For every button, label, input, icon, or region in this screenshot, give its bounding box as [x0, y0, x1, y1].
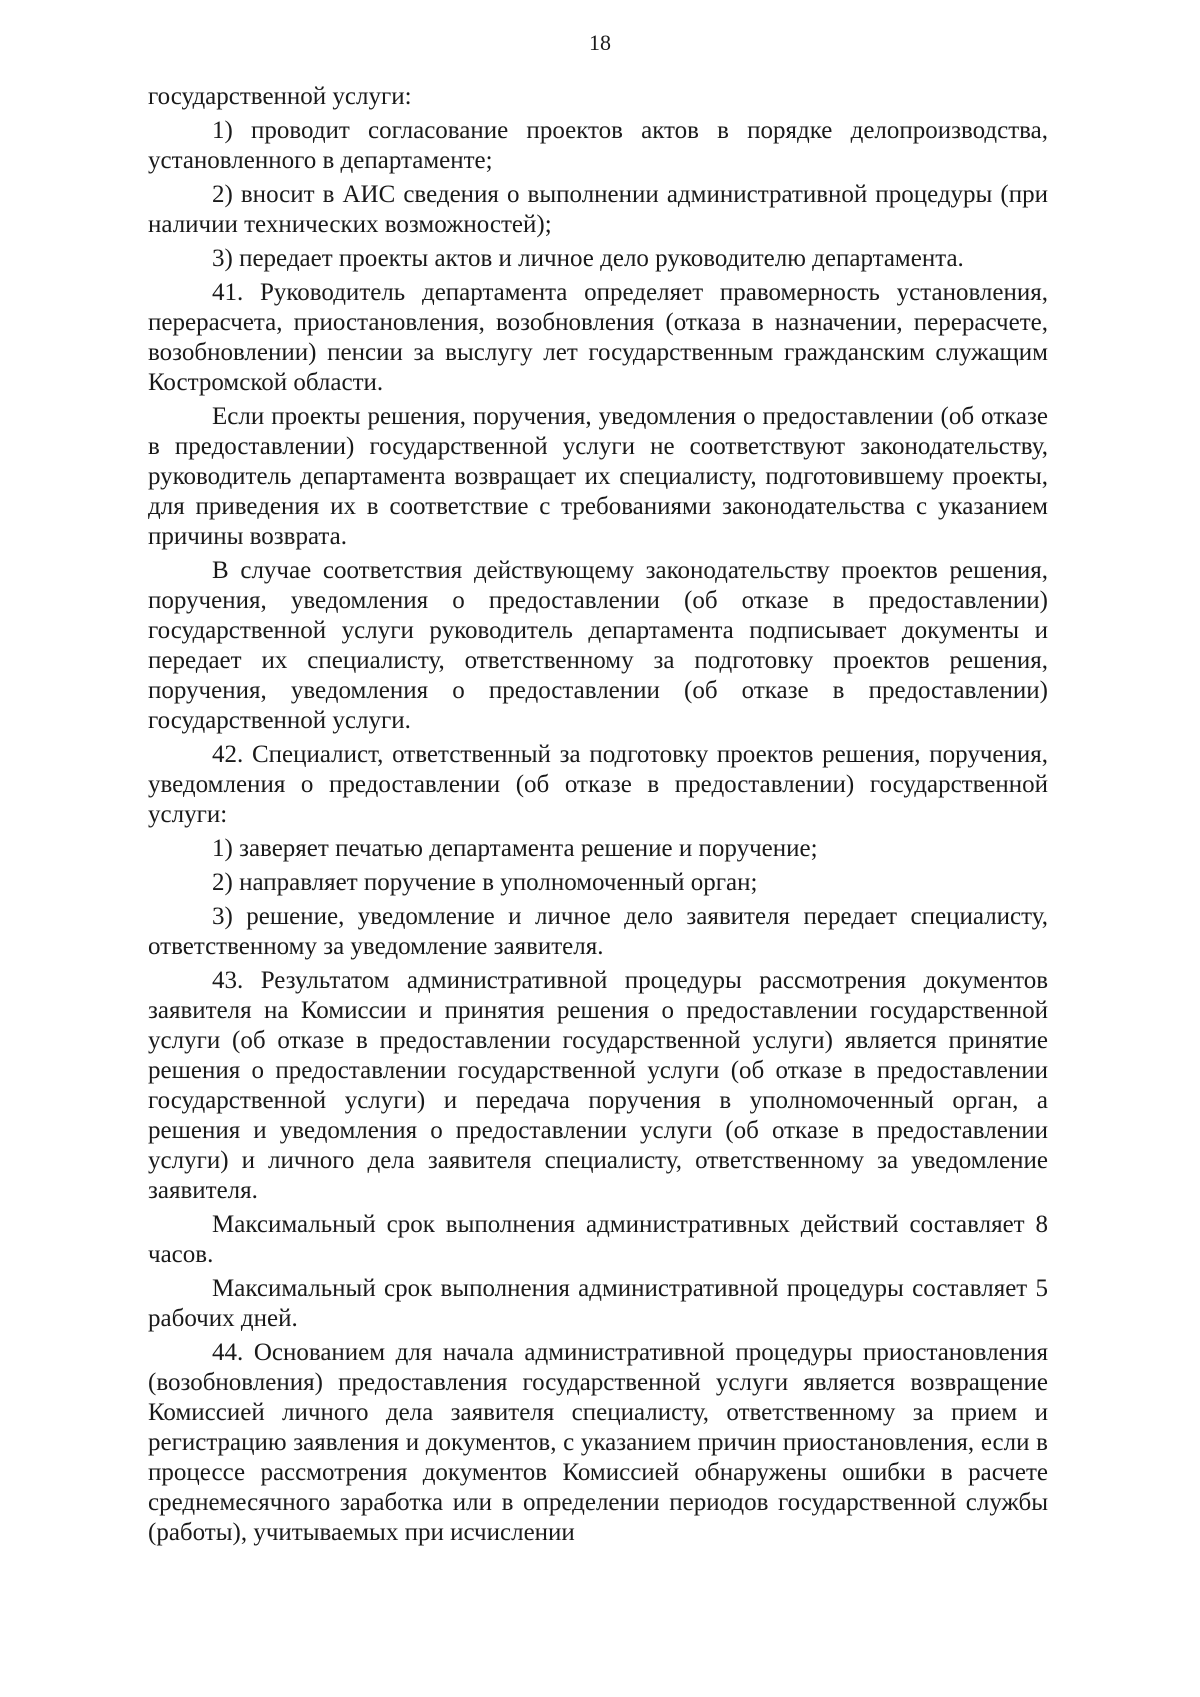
paragraph: 41. Руководитель департамента определяет правомерность установления, перерасчета, приостановления, возобновления (отказа в назначении, перерасчете, возобновлении) пенсии за выслугу лет государственным гражданским служащим Костромской области. [148, 279, 1048, 396]
page-number: 18 [589, 30, 611, 55]
paragraph: Максимальный срок выполнения административных действий составляет 8 часов. [148, 1211, 1048, 1268]
paragraph: 1) заверяет печатью департамента решение и поручение; [212, 835, 818, 862]
paragraph: Если проекты решения, поручения, уведомления о предоставлении (об отказе в предоставлении) государственной услуги не соответствуют законодательству, руководитель департамента возвращает их специалисту, подготовившему проекты, для приведения их в соответствие с требованиями законодательства с указанием причины возврата. [148, 403, 1048, 550]
paragraph: 3) решение, уведомление и личное дело заявителя передает специалисту, ответственному за уведомление заявителя. [148, 903, 1048, 960]
paragraph: 2) вносит в АИС сведения о выполнении административной процедуры (при наличии технических возможностей); [148, 181, 1048, 238]
paragraph: 3) передает проекты актов и личное дело руководителю департамента. [212, 245, 964, 272]
document-body [148, 82, 1048, 1548]
paragraph: государственной услуги: [148, 83, 412, 110]
paragraph: 42. Специалист, ответственный за подготовку проектов решения, поручения, уведомления о предоставлении (об отказе в предоставлении) государственной услуги: [148, 741, 1048, 828]
paragraph: 43. Результатом административной процедуры рассмотрения документов заявителя на Комиссии и принятия решения о предоставлении государственной услуги (об отказе в предоставлении государственной услуги) является принятие решения о предоставлении государственной услуги (об отказе в предоставлении государственной услуги) и передача поручения в уполномоченный орган, а решения и уведомления о предоставлении услуги (об отказе в предоставлении услуги) и личного дела заявителя специалисту, ответственному за уведомление заявителя. [148, 967, 1048, 1204]
paragraph: 1) проводит согласование проектов актов в порядке делопроизводства, установленного в департаменте; [148, 117, 1048, 174]
paragraph: 44. Основанием для начала административной процедуры приостановления (возобновления) предоставления государственной услуги является возвращение Комиссией личного дела заявителя специалисту, ответственному за прием и регистрацию заявления и документов, с указанием причин приостановления, если в процессе рассмотрения документов Комиссией обнаружены ошибки в расчете среднемесячного заработка или в определении периодов государственной службы (работы), учитываемых при исчислении [148, 1339, 1048, 1546]
paragraph: 2) направляет поручение в уполномоченный орган; [212, 869, 758, 896]
paragraph: Максимальный срок выполнения административной процедуры составляет 5 рабочих дней. [148, 1275, 1048, 1332]
paragraph: В случае соответствия действующему законодательству проектов решения, поручения, уведомления о предоставлении (об отказе в предоставлении) государственной услуги руководитель департамента подписывает документы и передает их специалисту, ответственному за подготовку проектов решения, поручения, уведомления о предоставлении (об отказе в предоставлении) государственной услуги. [148, 557, 1048, 734]
